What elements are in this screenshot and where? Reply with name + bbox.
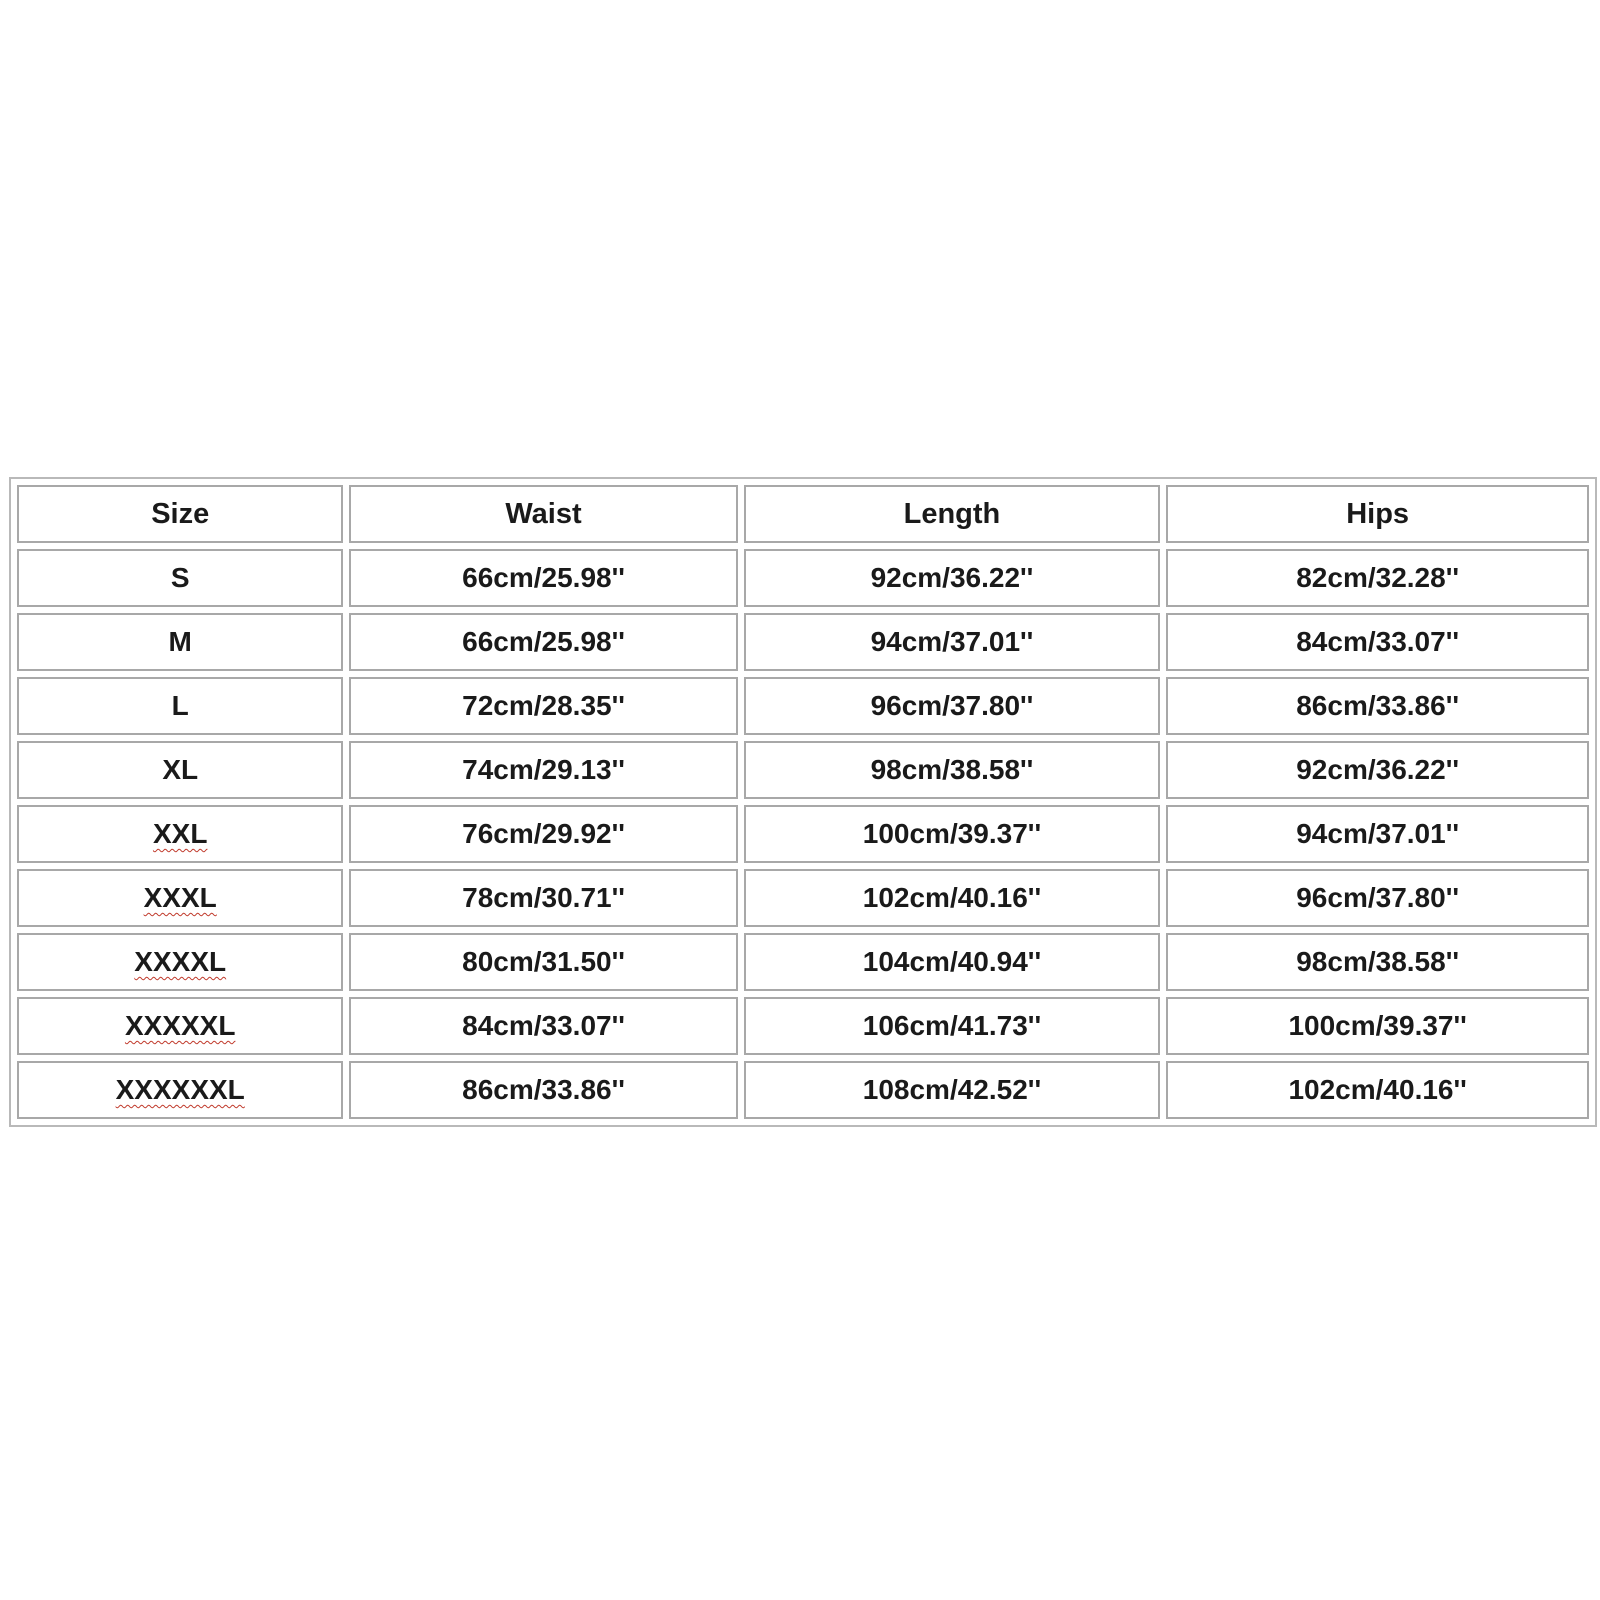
table-row bbox=[17, 1061, 1589, 1119]
length-cell: 108cm/42.52'' bbox=[744, 1061, 1161, 1119]
size-label: XXXXXL bbox=[124, 1010, 236, 1041]
hips-cell: 86cm/33.86'' bbox=[1166, 677, 1589, 735]
size-cell bbox=[17, 933, 343, 991]
size-chart-table bbox=[9, 477, 1597, 1127]
table-row bbox=[17, 741, 1589, 799]
header-waist: Waist bbox=[349, 485, 737, 543]
size-label: XXXXXXL bbox=[115, 1074, 245, 1105]
size-label: XXXXL bbox=[134, 946, 227, 977]
header-length: Length bbox=[744, 485, 1161, 543]
waist-cell: 74cm/29.13'' bbox=[349, 741, 737, 799]
size-cell: M bbox=[17, 613, 343, 671]
hips-cell: 84cm/33.07'' bbox=[1166, 613, 1589, 671]
table-row bbox=[17, 933, 1589, 991]
size-cell bbox=[17, 997, 343, 1055]
size-cell: L bbox=[17, 677, 343, 735]
size-cell bbox=[17, 869, 343, 927]
waist-cell: 80cm/31.50'' bbox=[349, 933, 737, 991]
length-cell: 106cm/41.73'' bbox=[744, 997, 1161, 1055]
waist-cell: 72cm/28.35'' bbox=[349, 677, 737, 735]
waist-cell: 84cm/33.07'' bbox=[349, 997, 737, 1055]
hips-cell: 98cm/38.58'' bbox=[1166, 933, 1589, 991]
hips-cell: 92cm/36.22'' bbox=[1166, 741, 1589, 799]
size-cell bbox=[17, 1061, 343, 1119]
hips-cell: 100cm/39.37'' bbox=[1166, 997, 1589, 1055]
hips-cell: 102cm/40.16'' bbox=[1166, 1061, 1589, 1119]
table-row bbox=[17, 869, 1589, 927]
size-cell: S bbox=[17, 549, 343, 607]
length-cell: 96cm/37.80'' bbox=[744, 677, 1161, 735]
length-cell: 104cm/40.94'' bbox=[744, 933, 1161, 991]
size-label: XXXL bbox=[143, 882, 217, 913]
header-size: Size bbox=[17, 485, 343, 543]
size-cell bbox=[17, 805, 343, 863]
table-row bbox=[17, 677, 1589, 735]
length-cell: 100cm/39.37'' bbox=[744, 805, 1161, 863]
waist-cell: 78cm/30.71'' bbox=[349, 869, 737, 927]
waist-cell: 76cm/29.92'' bbox=[349, 805, 737, 863]
size-label: XXL bbox=[152, 818, 208, 849]
table-row bbox=[17, 549, 1589, 607]
waist-cell: 66cm/25.98'' bbox=[349, 549, 737, 607]
waist-cell: 66cm/25.98'' bbox=[349, 613, 737, 671]
table-row bbox=[17, 997, 1589, 1055]
table-row bbox=[17, 613, 1589, 671]
hips-cell: 96cm/37.80'' bbox=[1166, 869, 1589, 927]
header-hips: Hips bbox=[1166, 485, 1589, 543]
hips-cell: 94cm/37.01'' bbox=[1166, 805, 1589, 863]
waist-cell: 86cm/33.86'' bbox=[349, 1061, 737, 1119]
length-cell: 102cm/40.16'' bbox=[744, 869, 1161, 927]
size-cell: XL bbox=[17, 741, 343, 799]
length-cell: 98cm/38.58'' bbox=[744, 741, 1161, 799]
length-cell: 94cm/37.01'' bbox=[744, 613, 1161, 671]
table-row bbox=[17, 805, 1589, 863]
hips-cell: 82cm/32.28'' bbox=[1166, 549, 1589, 607]
table-header-row bbox=[17, 485, 1589, 543]
length-cell: 92cm/36.22'' bbox=[744, 549, 1161, 607]
